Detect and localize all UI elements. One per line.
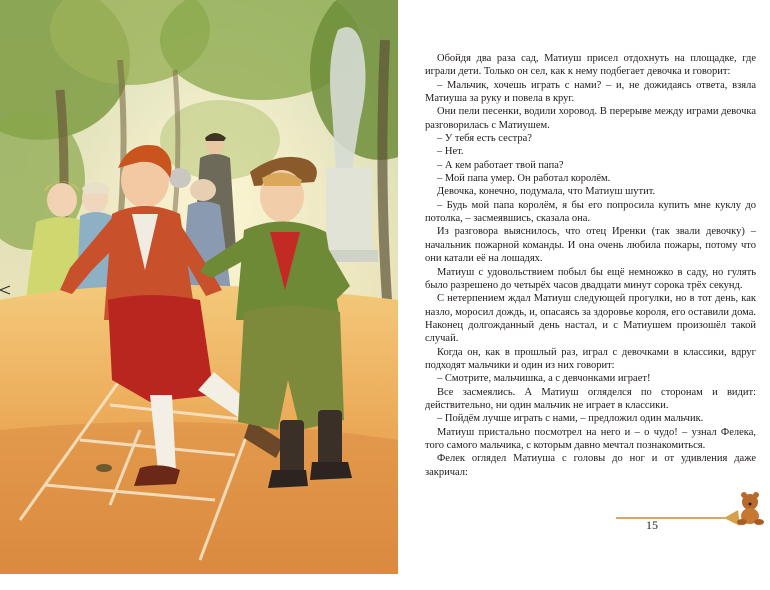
paragraph: – Смотрите, мальчишка, а с девчонками играет! — [437, 373, 651, 385]
paragraph: Обойдя два раза сад, Матиуш присел отдохнуть на площадке, где играли дети. Только он сел, как к нему подбегает девочка и говорит: — [425, 53, 756, 78]
paragraph: – А кем работает твой папа? — [437, 159, 564, 171]
paragraph: Когда он, как в прошлый раз, играл с девочками в классики, вдруг подходят мальчики и один из них говорит: — [425, 346, 756, 371]
paragraph: Все засмеялись. А Матиуш огляделся по сторонам и видит: действительно, ни один мальчик не играет в классики. — [425, 386, 756, 411]
text-page — [398, 0, 770, 590]
paragraph: Девочка, конечно, подумала, что Матиуш шутит. — [437, 186, 656, 198]
teddy-bear-with-trumpet-icon — [616, 488, 766, 528]
page-number: 15 — [646, 518, 658, 532]
paragraph: – Пойдём лучше играть с нами, – предложил один мальчик. — [437, 413, 704, 425]
paragraph: – У тебя есть сестра? — [437, 133, 532, 145]
paragraph: – Нет. — [437, 146, 464, 158]
paragraph: Матиуш с удовольствием побыл бы ещё немножко в саду, но гулять было разрешено до четырёх часов двадцати минут сорока трёх секунд. — [425, 266, 756, 291]
paragraph: Из разговора выяснилось, что отец Иренки (так звали девочку) – начальник пожарной команды. И она очень любила пожары, потому что они катали её на лошадях. — [425, 226, 756, 265]
paragraph: С нетерпением ждал Матиуш следующей прогулки, но в тот день, как назло, моросил дождь, и, опасаясь за здоровье короля, его оставили дома. Наконец долгожданный день настал, и с Матиушем произошёл такой случай. — [425, 293, 756, 345]
paragraph: Фелек оглядел Матиуша с головы до ног и от удивления даже закричал: — [425, 453, 756, 478]
paragraph: Матиуш пристально посмотрел на него и – о чудо! – узнал Фелека, того самого мальчика, с которым давно мечтал познакомиться. — [425, 426, 756, 451]
paragraph: – Мой папа умер. Он работал королём. — [437, 173, 611, 185]
paragraph: – Мальчик, хочешь играть с нами? – и, не дожидаясь ответа, взяла Матиуша за руку и повела в круг. — [425, 79, 756, 105]
story-text — [425, 52, 756, 479]
paragraph: Они пели песенки, водили хоровод. В перерыве между играми девочка разговорилась с Матиушем. — [425, 106, 756, 131]
paragraph: – Будь мой папа королём, я бы его попросила купить мне куклу до потолка, – засмеявшись, сказала она. — [425, 199, 756, 225]
